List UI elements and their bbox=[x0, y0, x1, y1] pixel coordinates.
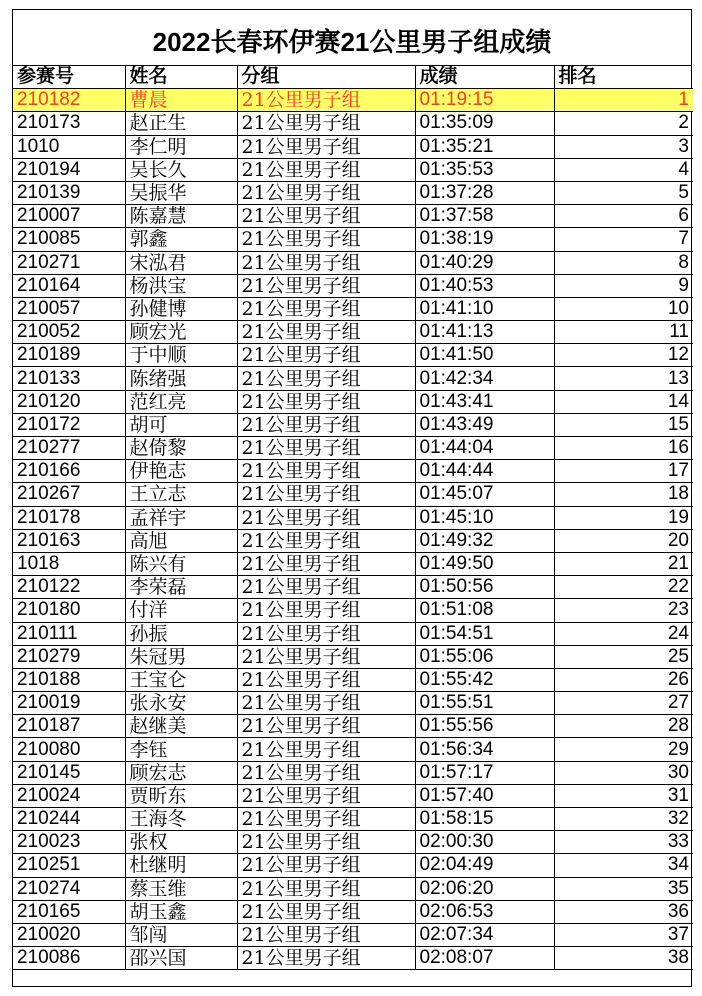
table-row bbox=[13, 413, 693, 436]
cell-time: 01:19:15 bbox=[415, 89, 554, 112]
cell-group: 21公里男子组 bbox=[237, 715, 415, 738]
cell-bib: 210122 bbox=[13, 576, 125, 599]
table-row bbox=[13, 622, 693, 645]
cell-time: 01:55:56 bbox=[415, 715, 554, 738]
cell-rank: 9 bbox=[554, 274, 693, 297]
cell-time: 01:42:34 bbox=[415, 367, 554, 390]
cell-time: 01:44:44 bbox=[415, 460, 554, 483]
cell-name: 顾宏光 bbox=[125, 321, 237, 344]
cell-time: 01:41:10 bbox=[415, 297, 554, 320]
cell-group: 21公里男子组 bbox=[237, 784, 415, 807]
cell-rank: 4 bbox=[554, 158, 693, 181]
cell-time: 01:43:41 bbox=[415, 390, 554, 413]
cell-bib: 210145 bbox=[13, 761, 125, 784]
cell-rank: 29 bbox=[554, 738, 693, 761]
cell-time: 01:44:04 bbox=[415, 437, 554, 460]
cell-rank: 19 bbox=[554, 506, 693, 529]
cell-name: 邵兴国 bbox=[125, 947, 237, 970]
cell-group: 21公里男子组 bbox=[237, 900, 415, 923]
cell-rank: 16 bbox=[554, 437, 693, 460]
cell-name: 张永安 bbox=[125, 692, 237, 715]
cell-rank: 38 bbox=[554, 947, 693, 970]
cell-group: 21公里男子组 bbox=[237, 158, 415, 181]
cell-group: 21公里男子组 bbox=[237, 135, 415, 158]
cell-time: 02:06:53 bbox=[415, 900, 554, 923]
table-row bbox=[13, 599, 693, 622]
cell-rank: 13 bbox=[554, 367, 693, 390]
table-row bbox=[13, 923, 693, 946]
table-row bbox=[13, 692, 693, 715]
cell-bib: 210019 bbox=[13, 692, 125, 715]
cell-group: 21公里男子组 bbox=[237, 460, 415, 483]
cell-group: 21公里男子组 bbox=[237, 506, 415, 529]
table-row bbox=[13, 89, 693, 112]
cell-name: 王立志 bbox=[125, 483, 237, 506]
cell-rank: 20 bbox=[554, 529, 693, 552]
cell-rank: 23 bbox=[554, 599, 693, 622]
cell-group: 21公里男子组 bbox=[237, 947, 415, 970]
cell-rank: 36 bbox=[554, 900, 693, 923]
table-row bbox=[13, 784, 693, 807]
table-row bbox=[13, 483, 693, 506]
header-name: 姓名 bbox=[125, 66, 237, 89]
table-row bbox=[13, 831, 693, 854]
cell-name: 朱冠男 bbox=[125, 645, 237, 668]
cell-name: 孟祥宇 bbox=[125, 506, 237, 529]
cell-time: 01:35:21 bbox=[415, 135, 554, 158]
cell-bib: 210188 bbox=[13, 668, 125, 691]
table-row bbox=[13, 158, 693, 181]
table-row bbox=[13, 390, 693, 413]
cell-bib: 210244 bbox=[13, 808, 125, 831]
table-row bbox=[13, 529, 693, 552]
cell-bib: 210085 bbox=[13, 228, 125, 251]
cell-bib: 210178 bbox=[13, 506, 125, 529]
cell-bib: 210164 bbox=[13, 274, 125, 297]
table-row bbox=[13, 367, 693, 390]
table-row bbox=[13, 297, 693, 320]
cell-group: 21公里男子组 bbox=[237, 437, 415, 460]
cell-rank: 27 bbox=[554, 692, 693, 715]
cell-group: 21公里男子组 bbox=[237, 483, 415, 506]
cell-bib: 210139 bbox=[13, 181, 125, 204]
cell-group: 21公里男子组 bbox=[237, 599, 415, 622]
table-row bbox=[13, 738, 693, 761]
cell-bib: 210163 bbox=[13, 529, 125, 552]
table-row bbox=[13, 808, 693, 831]
cell-name: 孙健博 bbox=[125, 297, 237, 320]
cell-bib: 210086 bbox=[13, 947, 125, 970]
cell-bib: 210173 bbox=[13, 112, 125, 135]
cell-time: 01:51:08 bbox=[415, 599, 554, 622]
cell-group: 21公里男子组 bbox=[237, 529, 415, 552]
cell-time: 01:55:42 bbox=[415, 668, 554, 691]
cell-rank: 35 bbox=[554, 877, 693, 900]
cell-time: 01:37:28 bbox=[415, 181, 554, 204]
cell-name: 孙振 bbox=[125, 622, 237, 645]
cell-name: 邹闯 bbox=[125, 923, 237, 946]
cell-group: 21公里男子组 bbox=[237, 390, 415, 413]
table-row bbox=[13, 344, 693, 367]
table-row bbox=[13, 947, 693, 970]
table-row bbox=[13, 251, 693, 274]
cell-name: 曹晨 bbox=[125, 89, 237, 112]
header-rank: 排名 bbox=[554, 66, 693, 89]
cell-time: 01:37:58 bbox=[415, 205, 554, 228]
cell-bib: 210274 bbox=[13, 877, 125, 900]
header-row bbox=[13, 66, 693, 89]
cell-group: 21公里男子组 bbox=[237, 923, 415, 946]
cell-time: 01:56:34 bbox=[415, 738, 554, 761]
cell-rank: 17 bbox=[554, 460, 693, 483]
cell-group: 21公里男子组 bbox=[237, 251, 415, 274]
cell-time: 01:54:51 bbox=[415, 622, 554, 645]
cell-bib: 1010 bbox=[13, 135, 125, 158]
cell-rank: 25 bbox=[554, 645, 693, 668]
header-group: 分组 bbox=[237, 66, 415, 89]
cell-name: 赵倚黎 bbox=[125, 437, 237, 460]
cell-rank: 14 bbox=[554, 390, 693, 413]
table-row bbox=[13, 668, 693, 691]
cell-name: 赵正生 bbox=[125, 112, 237, 135]
cell-time: 01:49:50 bbox=[415, 552, 554, 575]
cell-name: 王海冬 bbox=[125, 808, 237, 831]
cell-rank: 30 bbox=[554, 761, 693, 784]
cell-time: 01:57:40 bbox=[415, 784, 554, 807]
cell-time: 01:40:29 bbox=[415, 251, 554, 274]
cell-rank: 15 bbox=[554, 413, 693, 436]
cell-group: 21公里男子组 bbox=[237, 89, 415, 112]
cell-group: 21公里男子组 bbox=[237, 738, 415, 761]
cell-time: 01:43:49 bbox=[415, 413, 554, 436]
cell-bib: 210279 bbox=[13, 645, 125, 668]
cell-rank: 1 bbox=[554, 89, 693, 112]
cell-group: 21公里男子组 bbox=[237, 576, 415, 599]
cell-time: 01:45:07 bbox=[415, 483, 554, 506]
cell-rank: 11 bbox=[554, 321, 693, 344]
cell-group: 21公里男子组 bbox=[237, 344, 415, 367]
cell-time: 01:49:32 bbox=[415, 529, 554, 552]
cell-group: 21公里男子组 bbox=[237, 112, 415, 135]
cell-group: 21公里男子组 bbox=[237, 552, 415, 575]
cell-rank: 2 bbox=[554, 112, 693, 135]
cell-time: 01:50:56 bbox=[415, 576, 554, 599]
table-row bbox=[13, 460, 693, 483]
cell-bib: 210133 bbox=[13, 367, 125, 390]
cell-rank: 10 bbox=[554, 297, 693, 320]
cell-group: 21公里男子组 bbox=[237, 413, 415, 436]
cell-bib: 210194 bbox=[13, 158, 125, 181]
cell-rank: 32 bbox=[554, 808, 693, 831]
table-row bbox=[13, 274, 693, 297]
cell-bib: 210020 bbox=[13, 923, 125, 946]
table-row bbox=[13, 576, 693, 599]
cell-group: 21公里男子组 bbox=[237, 692, 415, 715]
cell-name: 张权 bbox=[125, 831, 237, 854]
cell-name: 胡可 bbox=[125, 413, 237, 436]
cell-time: 01:55:06 bbox=[415, 645, 554, 668]
cell-bib: 210023 bbox=[13, 831, 125, 854]
cell-name: 顾宏志 bbox=[125, 761, 237, 784]
cell-group: 21公里男子组 bbox=[237, 367, 415, 390]
cell-bib: 210052 bbox=[13, 321, 125, 344]
cell-group: 21公里男子组 bbox=[237, 205, 415, 228]
table-row bbox=[13, 205, 693, 228]
cell-bib: 210187 bbox=[13, 715, 125, 738]
table-row bbox=[13, 761, 693, 784]
cell-name: 郭鑫 bbox=[125, 228, 237, 251]
cell-bib: 210007 bbox=[13, 205, 125, 228]
cell-rank: 7 bbox=[554, 228, 693, 251]
cell-time: 01:35:09 bbox=[415, 112, 554, 135]
cell-time: 01:40:53 bbox=[415, 274, 554, 297]
cell-name: 杨洪宝 bbox=[125, 274, 237, 297]
cell-name: 范红亮 bbox=[125, 390, 237, 413]
cell-bib: 210024 bbox=[13, 784, 125, 807]
cell-time: 02:07:34 bbox=[415, 923, 554, 946]
cell-time: 01:38:19 bbox=[415, 228, 554, 251]
cell-name: 蔡玉维 bbox=[125, 877, 237, 900]
cell-rank: 37 bbox=[554, 923, 693, 946]
cell-time: 01:41:50 bbox=[415, 344, 554, 367]
cell-name: 胡玉鑫 bbox=[125, 900, 237, 923]
results-body bbox=[13, 89, 693, 970]
cell-name: 李仁明 bbox=[125, 135, 237, 158]
cell-rank: 22 bbox=[554, 576, 693, 599]
cell-bib: 210271 bbox=[13, 251, 125, 274]
cell-name: 吴振华 bbox=[125, 181, 237, 204]
cell-name: 吴长久 bbox=[125, 158, 237, 181]
cell-bib: 210251 bbox=[13, 854, 125, 877]
cell-rank: 18 bbox=[554, 483, 693, 506]
table-row bbox=[13, 900, 693, 923]
cell-time: 01:58:15 bbox=[415, 808, 554, 831]
cell-rank: 8 bbox=[554, 251, 693, 274]
table-row bbox=[13, 645, 693, 668]
cell-bib: 210166 bbox=[13, 460, 125, 483]
cell-group: 21公里男子组 bbox=[237, 622, 415, 645]
cell-rank: 6 bbox=[554, 205, 693, 228]
cell-group: 21公里男子组 bbox=[237, 645, 415, 668]
cell-group: 21公里男子组 bbox=[237, 877, 415, 900]
cell-time: 02:06:20 bbox=[415, 877, 554, 900]
cell-rank: 3 bbox=[554, 135, 693, 158]
cell-bib: 210111 bbox=[13, 622, 125, 645]
cell-rank: 34 bbox=[554, 854, 693, 877]
cell-time: 01:35:53 bbox=[415, 158, 554, 181]
table-row bbox=[13, 854, 693, 877]
cell-name: 李钰 bbox=[125, 738, 237, 761]
cell-name: 李荣磊 bbox=[125, 576, 237, 599]
table-row bbox=[13, 321, 693, 344]
cell-time: 01:41:13 bbox=[415, 321, 554, 344]
cell-rank: 31 bbox=[554, 784, 693, 807]
sheet-title: 2022长春环伊赛21公里男子组成绩 bbox=[13, 10, 691, 66]
cell-name: 伊艳志 bbox=[125, 460, 237, 483]
table-row bbox=[13, 112, 693, 135]
cell-group: 21公里男子组 bbox=[237, 321, 415, 344]
cell-bib: 210182 bbox=[13, 89, 125, 112]
cell-bib: 210189 bbox=[13, 344, 125, 367]
cell-group: 21公里男子组 bbox=[237, 228, 415, 251]
cell-rank: 28 bbox=[554, 715, 693, 738]
cell-bib: 210267 bbox=[13, 483, 125, 506]
cell-time: 02:04:49 bbox=[415, 854, 554, 877]
cell-group: 21公里男子组 bbox=[237, 761, 415, 784]
cell-name: 陈绪强 bbox=[125, 367, 237, 390]
cell-group: 21公里男子组 bbox=[237, 274, 415, 297]
cell-time: 01:55:51 bbox=[415, 692, 554, 715]
cell-rank: 12 bbox=[554, 344, 693, 367]
results-table bbox=[13, 66, 693, 970]
table-row bbox=[13, 228, 693, 251]
cell-rank: 21 bbox=[554, 552, 693, 575]
cell-name: 高旭 bbox=[125, 529, 237, 552]
cell-name: 王宝仑 bbox=[125, 668, 237, 691]
cell-group: 21公里男子组 bbox=[237, 808, 415, 831]
cell-group: 21公里男子组 bbox=[237, 831, 415, 854]
cell-rank: 5 bbox=[554, 181, 693, 204]
cell-bib: 210165 bbox=[13, 900, 125, 923]
cell-time: 01:45:10 bbox=[415, 506, 554, 529]
cell-name: 宋泓君 bbox=[125, 251, 237, 274]
cell-bib: 210057 bbox=[13, 297, 125, 320]
cell-time: 02:00:30 bbox=[415, 831, 554, 854]
cell-group: 21公里男子组 bbox=[237, 668, 415, 691]
cell-name: 于中顺 bbox=[125, 344, 237, 367]
header-time: 成绩 bbox=[415, 66, 554, 89]
table-row bbox=[13, 437, 693, 460]
cell-bib: 210080 bbox=[13, 738, 125, 761]
cell-time: 02:08:07 bbox=[415, 947, 554, 970]
table-row bbox=[13, 135, 693, 158]
cell-group: 21公里男子组 bbox=[237, 181, 415, 204]
table-row bbox=[13, 715, 693, 738]
cell-name: 付洋 bbox=[125, 599, 237, 622]
cell-name: 杜继明 bbox=[125, 854, 237, 877]
cell-name: 贾昕东 bbox=[125, 784, 237, 807]
cell-rank: 26 bbox=[554, 668, 693, 691]
cell-rank: 33 bbox=[554, 831, 693, 854]
table-row bbox=[13, 506, 693, 529]
cell-group: 21公里男子组 bbox=[237, 297, 415, 320]
header-bib: 参赛号 bbox=[13, 66, 125, 89]
cell-name: 陈兴有 bbox=[125, 552, 237, 575]
cell-group: 21公里男子组 bbox=[237, 854, 415, 877]
cell-bib: 210277 bbox=[13, 437, 125, 460]
results-sheet bbox=[12, 9, 692, 987]
cell-rank: 24 bbox=[554, 622, 693, 645]
cell-bib: 210172 bbox=[13, 413, 125, 436]
cell-name: 陈嘉慧 bbox=[125, 205, 237, 228]
cell-time: 01:57:17 bbox=[415, 761, 554, 784]
cell-name: 赵继美 bbox=[125, 715, 237, 738]
table-row bbox=[13, 877, 693, 900]
cell-bib: 210120 bbox=[13, 390, 125, 413]
cell-bib: 1018 bbox=[13, 552, 125, 575]
cell-bib: 210180 bbox=[13, 599, 125, 622]
table-row bbox=[13, 552, 693, 575]
table-row bbox=[13, 181, 693, 204]
